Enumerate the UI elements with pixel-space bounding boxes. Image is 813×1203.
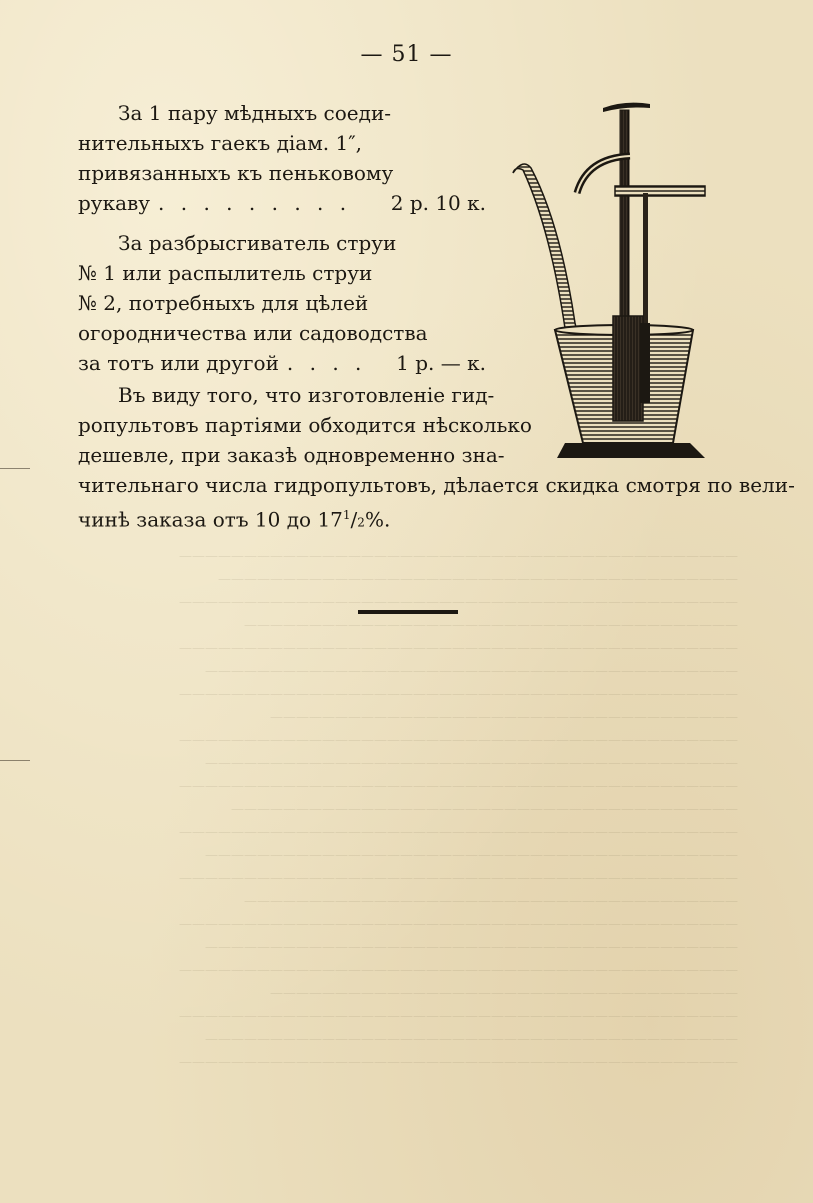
price-value: 1 р. — к. — [396, 351, 486, 375]
price-label: рукаву — [78, 191, 151, 215]
paragraph-hex-nuts — [78, 98, 486, 218]
text-line: За 1 пару мѣдныхъ соеди- — [118, 101, 392, 125]
page-number: — 51 — — [360, 42, 453, 67]
price-value: 2 р. 10 к. — [390, 191, 486, 215]
paragraph-discount — [78, 380, 532, 470]
crossbar — [615, 186, 705, 196]
text-line: чительнаго числа гидропультовъ, дѣлается скидка смотря по вели- — [78, 473, 795, 497]
text-line: № 1 или распылитель струи — [78, 261, 373, 285]
fraction-denominator: 2 — [357, 515, 365, 530]
fraction-separator: / — [350, 507, 358, 532]
text-line: За разбрысгиватель струи — [118, 231, 397, 255]
leader-dots: . . . . — [286, 351, 367, 375]
base-plate — [557, 443, 705, 458]
leader-dots: . . . . . . . . . — [158, 191, 352, 215]
text-line: огородничества или садоводства — [78, 321, 428, 345]
text-line: привязанныхъ къ пеньковому — [78, 161, 394, 185]
paragraph-discount-continued — [78, 470, 795, 538]
bleed-through-text: ——————————————————————————————————————————— ———————————————————————————————————————— ——————————————————————————————————————————— —————————————————————————————————————— ——————————————————————————————————————————— ————————————————————————————————————————— ——————————————————————————————————————————— ———————————————————————————————————— ——————————————————————————————————————————— ————————————————————————————————————————— ——————————————————————————————————————————— ——————————————————————————————————————— ——————————————————————————————————————————— ————————————————————————————————————————— ——————————————————————————————————————————— —————————————————————————————————————— ——————————————————————————————————————————— ————————————————————————————————————————— ——————————————————————————————————————————— ———————————————————————————————————— ——————————————————————————————————————————— ————————————————————————————————————————— ——————————————————————————————————————————— — [179, 549, 738, 1070]
text-line: № 2, потребныхъ для цѣлей — [78, 291, 369, 315]
fraction-numerator: 1 — [342, 508, 351, 522]
text-line: Въ виду того, что изготовленіе гид- — [118, 383, 495, 407]
price-label: за тотъ или другой — [78, 351, 279, 375]
price-line — [78, 188, 486, 218]
paragraph-sprayer — [78, 228, 486, 378]
margin-mark — [0, 468, 30, 469]
section-divider-rule — [358, 610, 458, 614]
text-line: нительныхъ гаекъ діам. 1″, — [78, 131, 363, 155]
text-line: дешевле, при заказѣ одновременно зна- — [78, 443, 505, 467]
price-line — [78, 348, 486, 378]
text-line-last: чинѣ заказа отъ 10 до $17^1/2\%$. — [78, 507, 391, 532]
support-leg — [643, 193, 648, 328]
pump-cylinder — [613, 316, 643, 421]
margin-mark — [0, 760, 30, 761]
text-line: ропультовъ партіями обходится нѣсколько — [78, 413, 532, 437]
hydropult-pump-engraving — [495, 98, 710, 470]
